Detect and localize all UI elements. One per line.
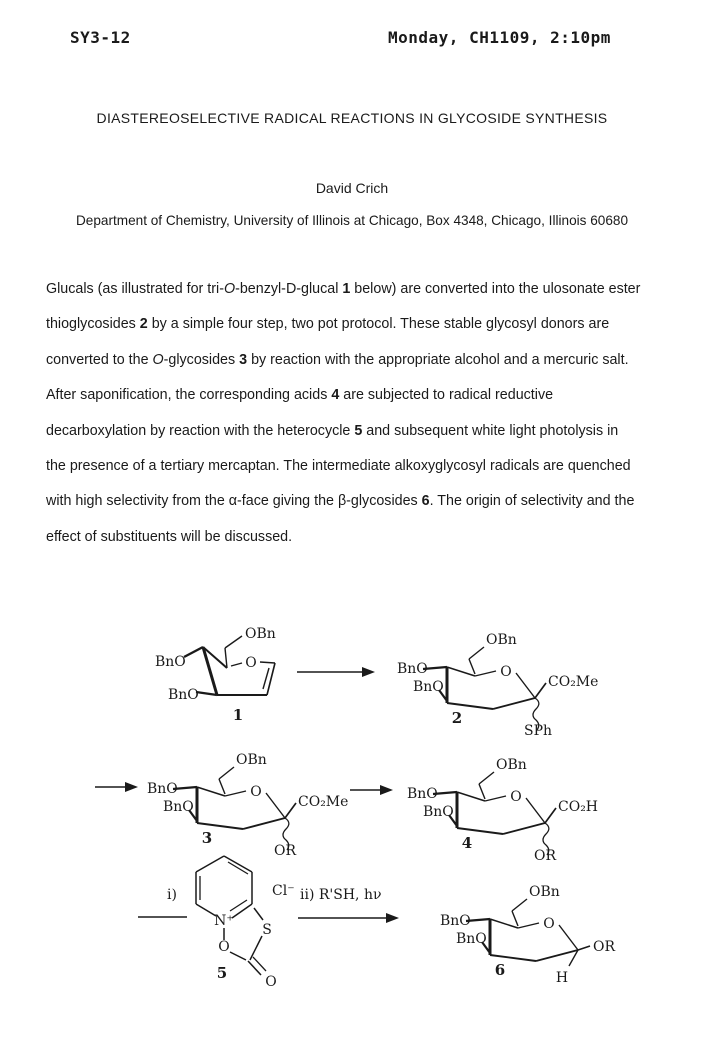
atom-label-bno: BnO: [423, 804, 454, 820]
compound-number: 4: [461, 834, 473, 852]
atom-label-bno: BnO: [163, 799, 194, 815]
atom-label-ring-o: O: [250, 784, 262, 800]
structure-5-heterocycle: [196, 856, 295, 990]
abstract-line: with high selectivity from the α-face giving the β-glycosides 6. The origin of selectivity and the: [46, 493, 635, 510]
structure-4-uronic-acid: [407, 757, 598, 864]
group-label-ester: CO₂Me: [548, 674, 599, 690]
abstract-text: [46, 272, 668, 555]
abstract-line: Glucals (as illustrated for tri-O-benzyl-D-glucal 1 below) are converted into the ulosonate ester: [46, 281, 641, 297]
group-label-ester: CO₂Me: [298, 794, 349, 810]
group-label-h: H: [555, 970, 569, 986]
session-code: SY3-12: [70, 28, 131, 47]
abstract-line: After saponification, the corresponding acids 4 are subjected to radical reductive: [46, 387, 554, 404]
structure-3-o-glycoside-ester: [147, 752, 348, 859]
atom-label-bno: BnO: [155, 654, 186, 670]
reaction-arrow: [297, 667, 375, 677]
pyridinium-ring-bonds: [196, 856, 252, 918]
atom-label-obn: OBn: [496, 757, 527, 773]
author-name: David Crich: [315, 180, 389, 196]
arrowhead-icon: [380, 785, 393, 795]
group-label-or: OR: [534, 848, 557, 864]
reaction-arrow: [298, 913, 399, 923]
structure-2-thioglycoside: [397, 632, 598, 739]
atom-label-ring-o: O: [543, 916, 555, 932]
group-label-or: OR: [593, 939, 616, 955]
reaction-arrow: [95, 782, 138, 792]
atom-label-bno: BnO: [397, 661, 428, 677]
abstract-line: effect of substituents will be discussed.: [46, 528, 293, 545]
structure-1-glucal: [155, 626, 276, 724]
arrowhead-icon: [386, 913, 399, 923]
atom-label-bno: BnO: [168, 687, 199, 703]
abstract-line: decarboxylation by reaction with the heterocycle 5 and subsequent white light photolysis in: [46, 422, 619, 439]
atom-label-bno: BnO: [407, 786, 438, 802]
atom-label-obn: OBn: [236, 752, 267, 768]
compound-number: 2: [451, 709, 463, 727]
abstract-line: the presence of a tertiary mercaptan. The intermediate alkoxyglycosyl radicals are quenched: [46, 458, 631, 475]
group-label-sph: SPh: [524, 723, 553, 739]
atom-label-bno: BnO: [440, 913, 471, 929]
atom-label-ring-o: O: [510, 789, 522, 805]
atom-label-ring-o: O: [500, 664, 512, 680]
session-schedule: Monday, CH1109, 2:10pm: [388, 28, 611, 47]
abstract-line: thioglycosides 2 by a simple four step, two pot protocol. These stable glycosyl donors are: [46, 316, 610, 333]
atom-label-ring-o: O: [245, 655, 257, 671]
atom-label-obn: OBn: [245, 626, 276, 642]
atom-label-sulfur: S: [262, 922, 272, 938]
arrowhead-icon: [362, 667, 375, 677]
arrowhead-icon: [125, 782, 138, 792]
page-title: DIASTEREOSELECTIVE RADICAL REACTIONS IN GLYCOSIDE SYNTHESIS: [96, 110, 608, 126]
counterion-label: Cl⁻: [272, 883, 295, 899]
compound-number: 6: [494, 961, 506, 979]
atom-label-carbonyl-o: O: [265, 974, 277, 990]
atom-label-obn: OBn: [486, 632, 517, 648]
abstract-line: converted to the O-glycosides 3 by reaction with the appropriate alcohol and a mercuric salt.: [46, 351, 629, 368]
author-affiliation: Department of Chemistry, University of Illinois at Chicago, Box 4348, Chicago, Illinois 60680: [75, 213, 629, 228]
reaction-arrow: [350, 785, 393, 795]
atom-label-bno: BnO: [147, 781, 178, 797]
atom-label-bno: BnO: [413, 679, 444, 695]
group-label-acid: CO₂H: [558, 799, 599, 815]
atom-label-ring-o: O: [218, 939, 230, 955]
step-i-label: i): [167, 887, 177, 903]
group-label-or: OR: [274, 843, 297, 859]
reaction-scheme: [30, 595, 690, 1015]
step-ii-label: ii) R'SH, hν: [300, 887, 382, 903]
structure-6-beta-glycoside: [440, 884, 615, 986]
compound-number: 3: [201, 829, 213, 847]
compound-number: 1: [232, 706, 244, 724]
atom-label-obn: OBn: [529, 884, 560, 900]
atom-label-bno: BnO: [456, 931, 487, 947]
atom-label-n-plus: N⁺: [214, 913, 234, 929]
compound-number: 5: [216, 964, 228, 982]
